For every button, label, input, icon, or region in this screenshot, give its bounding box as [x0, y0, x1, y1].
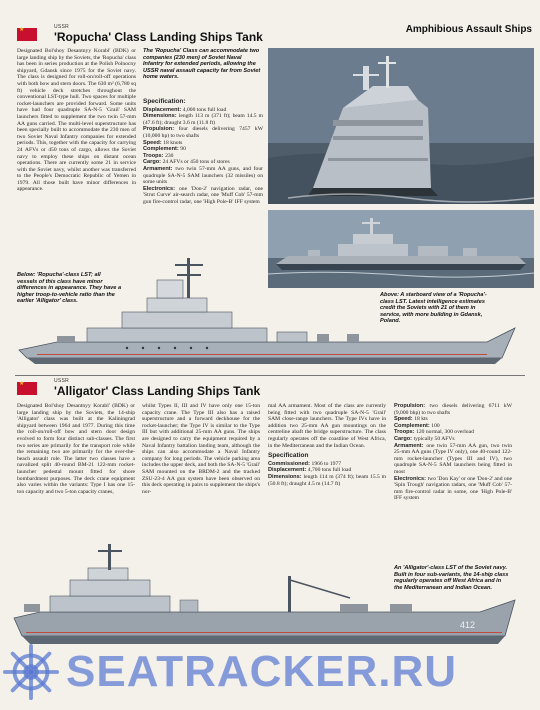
- alligator-body-col2: whilst Types II, III and IV have only one 15-ton capacity crane. The Type III also has a raised superstructure and a forward deckhouse for the rocket-launcher; the Type IV is similar to the Type III but with additional 25-mm AA guns. The ships are designed to carry the equipment required by a Naval Infantry battalion landing team, although the ships can also accommodate a Naval Infantry company for long periods. The vehicle parking area includes the upper deck, and both the SA-N-5 'Grail' SAM mounted on the BRDM-2 and the tracked ZSU-23-4 AA gun system have been observed on this deck operating in pairs to supplement the ships's nor-: [142, 403, 260, 495]
- alligator-body-col3: mal AA armament. Most of the class are currently being fitted with two quadruple SA-N-5 'Grail' SAM close-range launchers. The Type IVs have in addition two 25-mm AA gun mountings on the centreline abaft the bridge superstructure. The class regularly operates off the coastline of West Africa, in the Mediterranean and the Indian Ocean.: [268, 403, 386, 449]
- watermark-text: SEATRACKER.RU: [66, 647, 458, 696]
- spec-row: [394, 443, 512, 476]
- spec-value: 1966 to 1977: [311, 460, 342, 467]
- spec-value: two diesels delivering 6711 kW (9,000 bhp) to two shafts: [394, 403, 512, 416]
- spec-row: [268, 467, 386, 474]
- country-label: USSR: [54, 24, 70, 30]
- spec-value: 18 kts: [414, 416, 428, 423]
- alligator-title: 'Alligator' Class Landing Ships Tank: [54, 384, 261, 398]
- alligator-specification-left: [268, 453, 386, 487]
- ropucha-body: Designated Bol'shoy Desantnyy Korabl' (BDK) or large landing ship by the Soviets, the 'Ropucha' class has been in series production at the Polish Polnocny shipyard, Gdansk since 1975 for the Soviet navy. The class is designed for roll-on/roll-off operations with both bow and stern doors. The 630 m² (6,780 sq ft) vehicle deck stretches throughout the conventional LST-type hull. Two spaces for multiple rocket-launchers are provided forward. Some units have had four quadruple SA-N-5 'Grail' SAM launchers fitted to supplement the two twin 57-mm AA guns carried. The multi-level superstructure has been specially built to accommodate the 230 men of two Soviet Naval Infantry companies for extended periods. This, together with the capacity for carrying 24 AFVs or 450 tons of cargo, allows the Soviet navy to employ these ships on distant ocean operations. There are currently some 21 in service with the Soviet navy, whilst another was transferred to the People's Democratic Republic of Yemen in 1979. All those built have minor differences in appearance.: [17, 48, 136, 193]
- ropucha-intro-caption: The 'Ropucha' Class can accommodate two companies (230 men) of Soviet Naval Infantry for extended periods, allowing the USSR naval assault capacity far from Soviet home waters.: [143, 48, 261, 81]
- spec-row: [394, 416, 512, 423]
- ropucha-caption-below: Below: 'Ropucha'-class LST; all vessels of this class have minor differences in appearance. They have a higher troop-to-vehicle ratio than the earlier 'Alligator' class.: [17, 272, 122, 305]
- alligator-caption: An 'Alligator'-class LST of the Soviet navy. Built in four sub-variants, the 14-ship class regularly operates off West Africa and in the Mediterranean and Indian Ocean.: [394, 565, 509, 591]
- alligator-body-col1: Designated Bol'shoy Desantnyy Korabl' (BDK) or large landing ship by the Soviets, the 14-ship 'Alligator' class was built at the Kaliningrad shipyard between 1964 and 1977. During this time the roll-on/roll-off bow and stern door design evolved to form four distinct sub-classes. The first two series are primarily for the transport role while the remaining two are primarily for the over-the-beach assault role. The latter two classes have a navalized split 40-round BM-21 122-mm rocket-launcher pedestal mount fitted for shore bombardment purposes. The deck crane equipment also varies within the variants: Type I has one 15-ton capacity and two 5-ton capacity cranes,: [17, 403, 135, 495]
- spec-label: Troops:: [143, 152, 166, 159]
- ship-wheel-logo-icon: [2, 643, 60, 701]
- spec-label: Displacement:: [268, 467, 308, 474]
- spec-value: 230: [165, 152, 174, 159]
- spec-label: Propulsion:: [143, 126, 179, 133]
- spec-label: Speed:: [143, 139, 164, 146]
- spec-row: [394, 423, 512, 430]
- hull-number: 412: [460, 620, 476, 630]
- spec-label: Complement:: [143, 146, 181, 153]
- spec-value: two twin 57-mm AA guns, and four quadruple SA-N-5 SAM launchers (32 missiles) on some units: [143, 165, 263, 186]
- spec-label: Dimensions:: [143, 113, 179, 120]
- spec-value: 24 AFVs or 450 tons of stores: [162, 159, 230, 166]
- spec-label: Displacement:: [143, 106, 183, 113]
- spec-heading: Specification: [268, 452, 309, 460]
- spec-value: two 'Don Kay' or one 'Don-2' and one 'Spin Trough' navigation radars, one 'Muff Cob' 57-mm fire-control radar in some, one 'High Pole-B' IFF system: [394, 475, 512, 502]
- spec-label: Troops:: [394, 429, 417, 436]
- ropucha-bow-photo: [268, 48, 534, 204]
- spec-row: [394, 429, 512, 436]
- section-divider: [15, 375, 525, 376]
- spec-label: Armament:: [143, 165, 176, 172]
- ropucha-caption-above: Above: A starboard view of a 'Ropucha'-class LST. Latest intelligence estimates credit the Soviets with 21 of them in service, with more building in Gdansk, Poland.: [380, 292, 487, 325]
- spec-row: [143, 113, 263, 126]
- spec-value: one twin 57-mm AA gun, two twin 25-mm AA guns (Type IV only), one 40-round 122-mm rocket-launcher (Types III and IV), two quadruple SA-N-5 SAM launchers being fitted in most: [394, 442, 512, 475]
- spec-label: Dimensions:: [268, 473, 304, 480]
- spec-row: [143, 126, 263, 139]
- spec-value: 18 knots: [163, 139, 183, 146]
- spec-heading: Specification:: [143, 98, 186, 105]
- spec-label: Electronics:: [143, 185, 179, 192]
- section-title: Amphibious Assault Ships: [405, 24, 532, 35]
- spec-value: length 113 m (371 ft); beam 14.5 m (47.6 ft); draught 3.6 m (11.8 ft): [143, 113, 263, 126]
- spec-row: [394, 403, 512, 416]
- spec-value: four diesels delivering 7457 kW (10,000 hp) to two shafts: [143, 126, 263, 139]
- spec-value: typically 50 AFVs: [413, 435, 455, 442]
- spec-value: 90: [180, 146, 186, 153]
- ropucha-profile-illustration: [17, 250, 517, 375]
- ussr-flag-icon: [17, 28, 37, 41]
- ropucha-title: 'Ropucha' Class Landing Ships Tank: [54, 30, 263, 44]
- spec-value: 4,700 tons full load: [307, 467, 352, 474]
- spec-label: Complement:: [394, 422, 432, 429]
- spec-label: Armament:: [394, 442, 427, 449]
- spec-label: Electronics:: [394, 475, 428, 482]
- spec-value: one 'Don-2' navigation radar, one 'Strut Curve' air-search radar, one 'Muff Cob' 57-mm gun fire-control radar, one 'High Pole-B' IFF system: [143, 185, 263, 205]
- spec-row: [143, 186, 263, 206]
- spec-label: Speed:: [394, 416, 415, 423]
- spec-row: [143, 166, 263, 186]
- spec-row: [394, 476, 512, 502]
- spec-row: [268, 474, 386, 487]
- spec-row: [143, 146, 263, 153]
- spec-value: length 114 m (374 ft); beam 15.5 m (50.8 ft); draught 4.5 m (14.7 ft): [268, 473, 386, 487]
- spec-value: 4,000 tons full load: [182, 106, 227, 113]
- spec-value: 100: [431, 422, 440, 429]
- spec-label: Commissioned:: [268, 460, 312, 467]
- ussr-flag-icon: [17, 382, 37, 395]
- alligator-specification-right: [394, 403, 512, 502]
- spec-label: Cargo:: [394, 435, 414, 442]
- ropucha-specification: [143, 95, 263, 206]
- spec-row: [394, 436, 512, 443]
- spec-label: Propulsion:: [394, 403, 430, 409]
- spec-row: [143, 159, 263, 166]
- spec-label: Cargo:: [143, 159, 163, 166]
- watermark: [2, 640, 534, 704]
- country-label: USSR: [54, 378, 70, 384]
- spec-row: [143, 140, 263, 147]
- spec-value: 120 normal, 300 overload: [416, 429, 474, 436]
